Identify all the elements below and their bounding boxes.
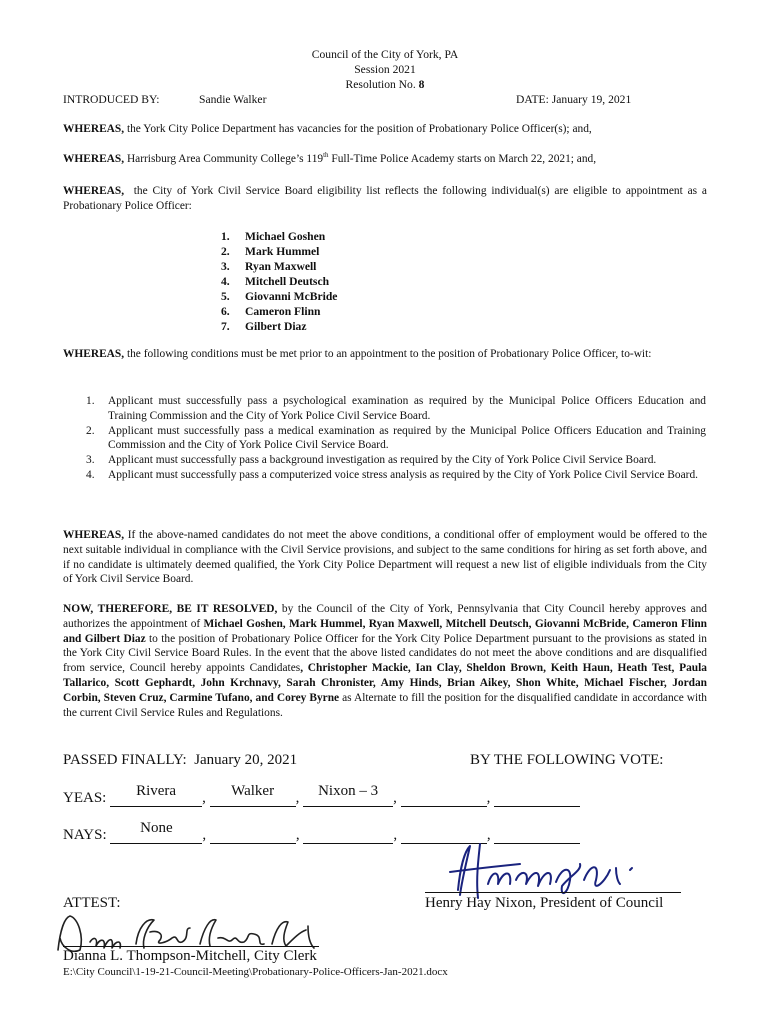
whereas-text: the York City Police Department has vacancies for the position of Probationary Police Officer(s); and, xyxy=(124,123,592,135)
whereas-lead: WHEREAS, xyxy=(63,348,125,360)
passed-finally xyxy=(63,752,297,769)
introduced-by-label: INTRODUCED BY: xyxy=(63,93,160,106)
yeas-row xyxy=(63,783,580,807)
list-item xyxy=(221,289,337,304)
passed-label: PASSED FINALLY: xyxy=(63,752,187,768)
list-number: 1. xyxy=(86,395,95,407)
list-number: 3. xyxy=(221,260,230,273)
yea-blank xyxy=(401,789,487,807)
attest-label: ATTEST: xyxy=(63,895,121,911)
nay-vote: None xyxy=(140,820,173,836)
candidate-name: Mitchell Deutsch xyxy=(245,275,330,288)
clerk-name: Dianna L. Thompson-Mitchell, City Clerk xyxy=(63,948,317,964)
candidate-name: Giovanni McBride xyxy=(245,290,338,303)
whereas-text: Harrisburg Area Community College’s 119 xyxy=(124,153,324,165)
list-item xyxy=(86,453,706,468)
list-item xyxy=(221,229,337,244)
separator: , xyxy=(295,790,300,806)
whereas-eligibility xyxy=(63,184,710,214)
list-item xyxy=(86,424,706,454)
whereas-vacancies xyxy=(63,122,707,137)
resolved-text: by the Council of the City of York, Pennsylvania that City Council hereby approves and authorizes the appointment of xyxy=(63,603,707,630)
passed-date: January 20, 2021 xyxy=(194,752,298,768)
resolution-number-line xyxy=(0,78,770,93)
alternate-names: , Christopher Mackie, Ian Clay, Sheldon Brown, Keith Haun, Heath Test, Paula Tallarico, Scott Gephardt, John Krchnavy, Sarah Chronister, Amy Hinds, Brian Aikey, Shon White, Michael Fischer, Jordan Corbin, Steven Cruz, Carmine Tufano, and Corey Byrne xyxy=(63,662,707,704)
council-title: Council of the City of York, PA xyxy=(311,48,459,61)
resolved-paragraph xyxy=(63,602,707,720)
condition-text: Applicant must successfully pass a computerized voice stress analysis as required by the City of York Police Civil Service Board. xyxy=(108,468,698,481)
appointed-names: Michael Goshen, Mark Hummel, Ryan Maxwell, Mitchell Deutsch, Giovanni McBride, Cameron Flinn and Gilbert Diaz xyxy=(63,617,707,645)
candidate-name: Michael Goshen xyxy=(245,230,326,243)
candidate-name: Gilbert Diaz xyxy=(245,320,307,333)
by-vote-label: BY THE FOLLOWING VOTE: xyxy=(470,752,664,768)
separator: , xyxy=(393,790,397,806)
resolved-text: to the position of Probationary Police Officer for the York City Police Department pursuant to the provisions as stated in the York City Civil Service Board Rules. In the event that the above listed candidates do not meet the above conditions and are disqualified from service, Council hereby appoints Candidates xyxy=(63,632,707,675)
nays-label: NAYS: xyxy=(63,827,107,843)
list-number: 3. xyxy=(86,454,95,467)
whereas-alternate xyxy=(63,528,707,587)
yea-vote: Nixon – 3 xyxy=(318,783,379,799)
nay-blank xyxy=(210,826,296,844)
clerk-signature-line xyxy=(63,946,319,947)
session-line: Session 2021 xyxy=(354,63,416,76)
file-path-footer: E:\City Council\1-19-21-Council-Meeting\Probationary-Police-Officers-Jan-2021.docx xyxy=(63,966,448,978)
separator: , xyxy=(295,827,300,843)
conditions-list xyxy=(86,394,706,483)
candidate-name: Cameron Flinn xyxy=(245,305,321,318)
separator: , xyxy=(486,790,491,806)
resolution-prefix: Resolution No. xyxy=(345,78,419,91)
separator: , xyxy=(202,790,206,806)
yea-blank xyxy=(494,789,580,807)
list-number: 4. xyxy=(221,275,230,288)
list-number: 2. xyxy=(86,424,95,437)
yea-blank xyxy=(110,783,202,807)
list-item xyxy=(221,259,337,274)
condition-text: Applicant must successfully pass a medical examination as required by the Municipal Police Officers Education and Training Commission and the City of York Police Civil Service Board. xyxy=(108,424,706,452)
whereas-academy xyxy=(63,152,707,167)
president-name: Henry Hay Nixon, President of Council xyxy=(425,895,664,911)
whereas-text: If the above-named candidates do not meet the above conditions, a conditional offer of employment would be offered to the next suitable individual in compliance with the Civil Service provisions, and subject to the same conditions for hiring as set forth above, and if no candidate is ultimately deemed qualified, the York City Police Department will request a new list of eligible individuals from the City of York Civil Service Board. xyxy=(63,529,707,586)
list-item xyxy=(221,244,337,259)
nay-blank xyxy=(110,820,202,844)
yea-blank xyxy=(303,783,393,807)
list-number: 5. xyxy=(221,290,230,303)
whereas-lead: WHEREAS, xyxy=(63,185,125,197)
president-signature-line xyxy=(425,892,681,893)
list-item xyxy=(221,304,337,319)
resolved-text: as Alternate to fill the position for the disqualified candidate in accordance with the current Civil Service Rules and Regulations. xyxy=(63,691,708,719)
resolution-date: DATE: January 19, 2021 xyxy=(516,93,632,106)
list-number: 1. xyxy=(221,230,230,243)
list-item xyxy=(221,274,337,289)
yeas-label: YEAS: xyxy=(63,790,107,806)
ordinal-suffix: th xyxy=(323,151,329,160)
candidate-list xyxy=(221,229,337,334)
list-item xyxy=(86,394,706,424)
whereas-conditions xyxy=(63,347,707,362)
introduced-by-name: Sandie Walker xyxy=(199,93,267,106)
list-item xyxy=(221,319,337,334)
list-number: 4. xyxy=(86,468,95,481)
yea-vote: Walker xyxy=(231,783,275,799)
list-item xyxy=(86,468,706,483)
separator: , xyxy=(202,827,207,843)
list-number: 7. xyxy=(221,320,230,333)
candidate-name: Mark Hummel xyxy=(245,245,320,258)
list-number: 2. xyxy=(221,245,230,258)
yea-vote: Rivera xyxy=(136,783,177,799)
candidate-name: Ryan Maxwell xyxy=(245,260,317,273)
list-number: 6. xyxy=(221,305,230,318)
condition-text: Applicant must successfully pass a psychological examination as required by the Municipal Police Officers Education and Training Commission and the City of York Police Civil Service Board. xyxy=(108,395,706,422)
resolution-number: 8 xyxy=(418,78,425,91)
separator: , xyxy=(486,827,491,843)
nay-blank xyxy=(303,826,393,844)
separator: , xyxy=(393,827,398,843)
whereas-text: the following conditions must be met prior to an appointment to the position of Probationary Police Officer, to-wit: xyxy=(124,348,652,360)
whereas-lead: WHEREAS, xyxy=(63,123,125,135)
yea-blank xyxy=(210,783,296,807)
condition-text: Applicant must successfully pass a background investigation as required by the City of York Police Civil Service Board. xyxy=(108,454,657,467)
whereas-text: the City of York Civil Service Board eligibility list reflects the following individual(s) are eligible to appointment as a Probationary Police Officer: xyxy=(63,185,710,212)
whereas-lead: WHEREAS, xyxy=(63,153,125,165)
resolved-lead: NOW, THEREFORE, BE IT RESOLVED, xyxy=(63,603,278,615)
whereas-lead: WHEREAS, xyxy=(63,529,125,541)
whereas-text: Full-Time Police Academy starts on March 22, 2021; and, xyxy=(328,153,597,165)
